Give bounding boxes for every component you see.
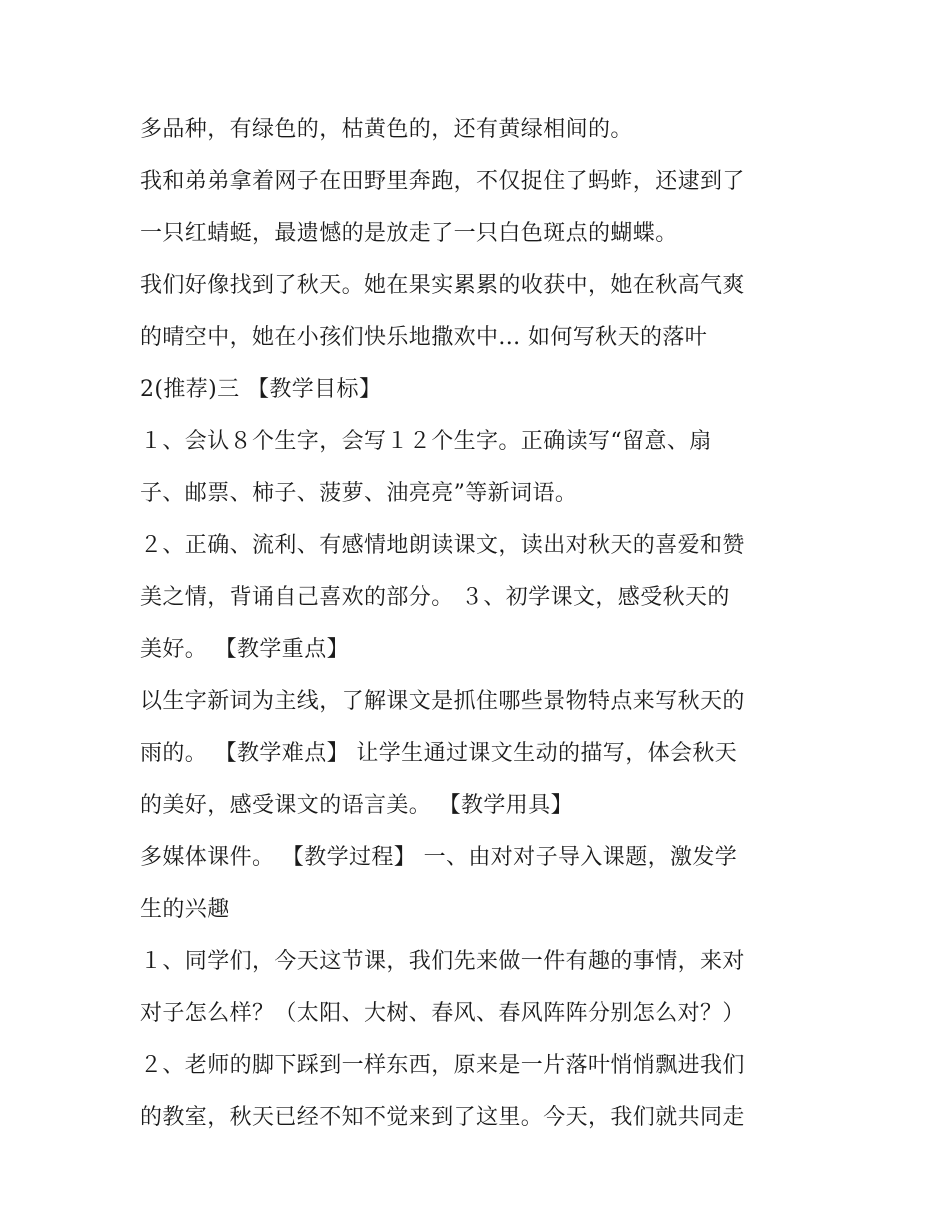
text-line: 美之情，背诵自己喜欢的部分。 ３、初学课文，感受秋天的 (140, 585, 730, 610)
text-line: 雨的。 【教学难点】 让学生通过课文生动的描写，体会秋天 (140, 741, 738, 766)
text-line: 的美好，感受课文的语言美。 【教学用具】 (140, 793, 573, 818)
text-line: 的晴空中，她在小孩们快乐地撒欢中... 如何写秋天的落叶 (140, 325, 708, 350)
text-line: 以生字新词为主线，了解课文是抓住哪些景物特点来写秋天的 (140, 689, 745, 714)
text-line: 多媒体课件。 【教学过程】 一、由对对子导入课题，激发学 (140, 845, 738, 870)
text-line: 美好。 【教学重点】 (140, 637, 349, 662)
text-line: １、会认８个生字，会写１２个生字。正确读写“留意、扇 (140, 429, 712, 454)
section-heading-line: 2(推荐)三 【教学目标】 (140, 377, 382, 402)
text-line: ２、正确、流利、有感情地朗读课文，读出对秋天的喜爱和赞 (140, 533, 745, 558)
text-line: ２、老师的脚下踩到一样东西，原来是一片落叶悄悄飘进我们 (140, 1053, 745, 1078)
text-line: 的教室，秋天已经不知不觉来到了这里。今天，我们就共同走 (140, 1105, 745, 1130)
text-line: 对子怎么样？（太阳、大树、春风、春风阵阵分别怎么对？） (140, 1001, 745, 1026)
text-line: １、同学们，今天这节课，我们先来做一件有趣的事情，来对 (140, 949, 745, 974)
text-line: 我和弟弟拿着网子在田野里奔跑，不仅捉住了蚂蚱，还逮到了 (140, 169, 745, 194)
text-line: 多品种，有绿色的，枯黄色的，还有黄绿相间的。 (140, 117, 633, 142)
text-line: 我们好像找到了秋天。她在果实累累的收获中，她在秋高气爽 (140, 273, 745, 298)
body-text (140, 104, 820, 1144)
text-line: 子、邮票、柿子、菠萝、油亮亮”等新词语。 (140, 481, 578, 506)
text-line: 生的兴趣 (140, 897, 230, 922)
text-line: 一只红蜻蜓，最遗憾的是放走了一只白色斑点的蝴蝶。 (140, 221, 678, 246)
